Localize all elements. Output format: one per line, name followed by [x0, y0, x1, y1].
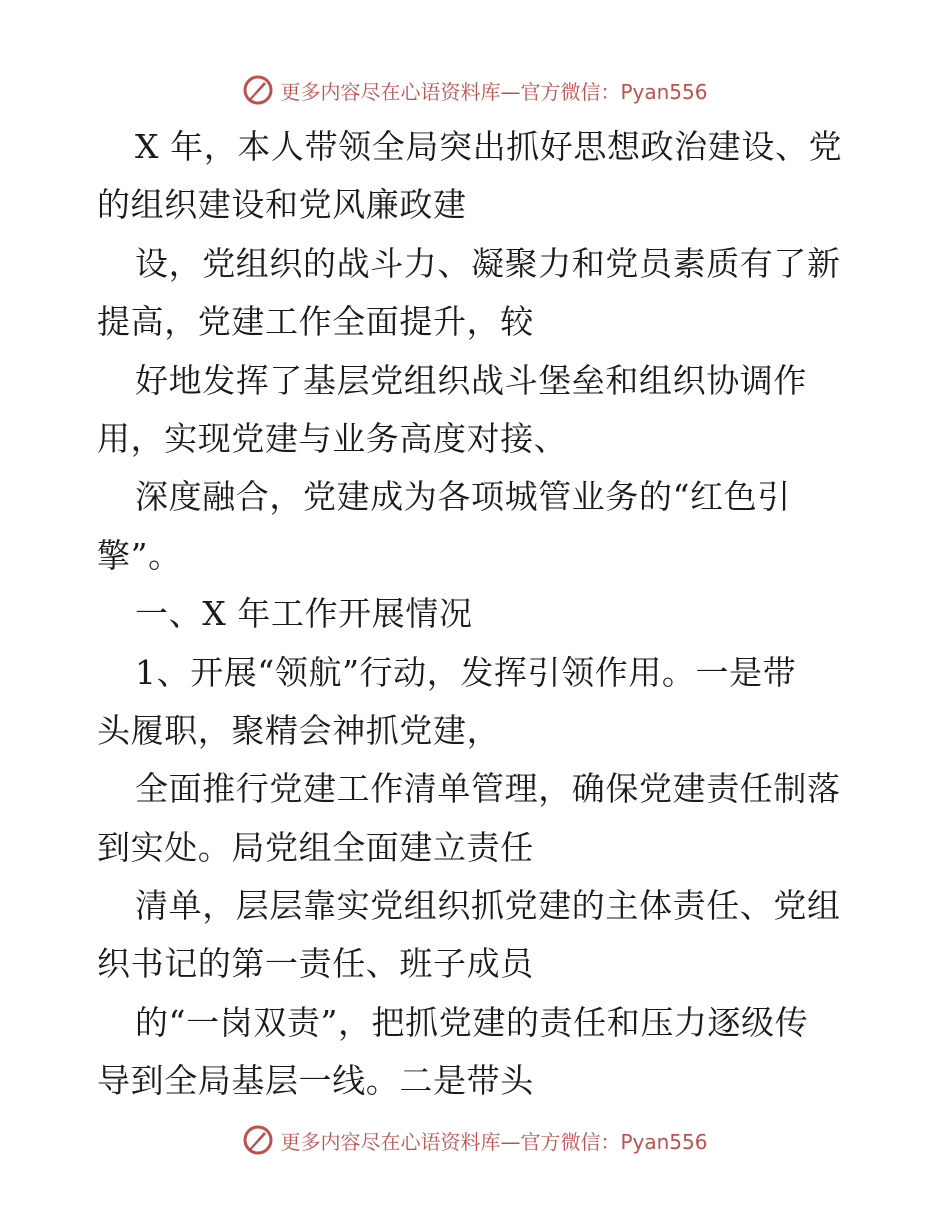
text-line: 清单，层层靠实党组织抓党建的主体责任、党组	[135, 886, 841, 926]
text-line: 好地发挥了基层党组织战斗堡垒和组织协调作	[135, 360, 807, 400]
text-line: 导到全局基层一线。二是带头	[97, 1061, 534, 1101]
text-line: 1、开展“领航”行动，发挥引领作用。一是带	[135, 652, 797, 692]
banner-text: 更多内容尽在心语资料库—官方微信：Pyan556	[280, 1129, 708, 1154]
text-line: 头履职，聚精会神抓党建，	[97, 710, 501, 750]
text-line: 深度融合，党建成为各项城管业务的“红色引	[135, 477, 791, 517]
text-line: 设，党组织的战斗力、凝聚力和党员素质有了新	[135, 243, 841, 283]
text-line: 织书记的第一责任、班子成员	[97, 944, 534, 984]
banner-text: 更多内容尽在心语资料库—官方微信：Pyan556	[280, 79, 708, 104]
text-line: 擎”。	[97, 535, 182, 575]
text-line: 全面推行党建工作清单管理，确保党建责任制落	[135, 769, 841, 809]
header-banner	[0, 70, 950, 110]
quill-logo-icon	[242, 74, 274, 106]
quill-logo-icon	[242, 1124, 274, 1156]
text-line: 的组织建设和党风廉政建	[97, 185, 467, 225]
text-line: X 年，本人带领全局突出抓好思想政治建设、党	[135, 127, 843, 166]
footer-banner	[0, 1120, 950, 1160]
document-body	[97, 118, 857, 1111]
text-line: 到实处。局党组全面建立责任	[97, 827, 534, 867]
text-line: 一、X 年工作开展情况	[135, 594, 473, 634]
text-line: 用，实现党建与业务高度对接、	[97, 418, 568, 458]
text-line: 的“一岗双责”，把抓党建的责任和压力逐级传	[135, 1002, 809, 1042]
text-line: 提高，党建工作全面提升，较	[97, 302, 534, 342]
